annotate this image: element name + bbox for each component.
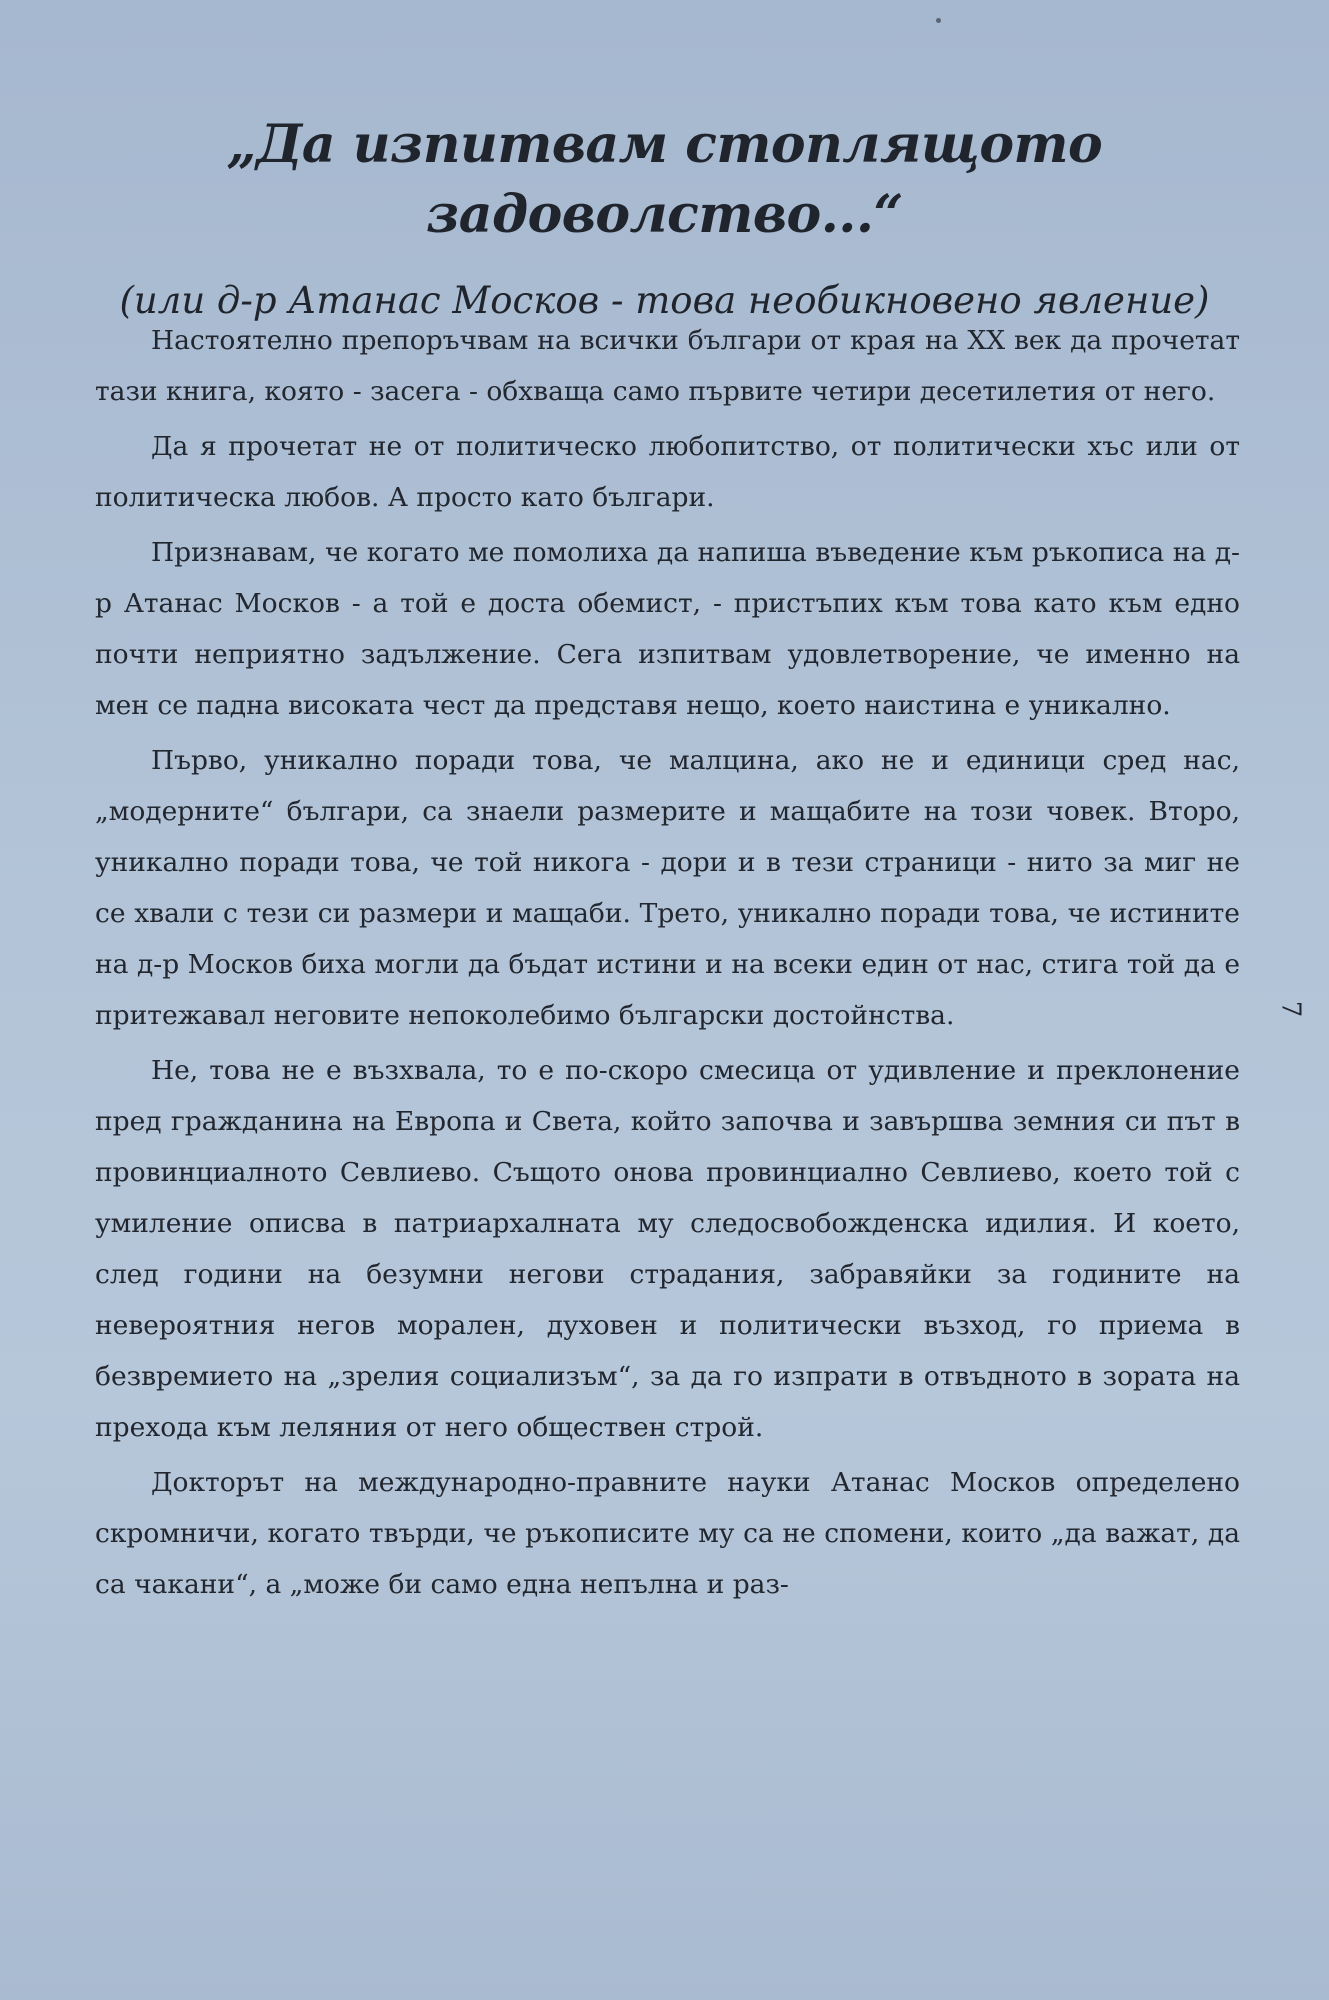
- chapter-heading: [0, 110, 1329, 326]
- paragraph: Настоятелно препоръчвам на всички българи от края на XX век да прочетат тази книга, която - засега - обхваща само първите четири десетилетия от него.: [95, 325, 1240, 407]
- chapter-subtitle: (или д-р Атанас Москов - това необикновено явление): [119, 279, 1210, 322]
- body-text: [95, 315, 1240, 1610]
- paragraph: Не, това не е възхвала, то е по-скоро смесица от удивление и преклонение пред гражданина на Европа и Света, който започва и завършва земния си път в провинциалното Севлиево. Същото онова провинциално Севлиево, което той с умиление описва в патриархалната му следосвобожденска идилия. И което, след години на безумни негови страдания, забравяйки за годините на невероятния негов морален, духовен и политически възход, го приема в безвремието на „зрелия социализъм“, за да го изпрати в отвъдното в зората на прехода към леляния от него обществен строй.: [95, 1055, 1240, 1443]
- paragraph: Първо, уникално поради това, че малцина, ако не и единици сред нас, „модерните“ българи, са знаели размерите и мащабите на този човек. Второ, уникално поради това, че той никога - дори и в тези страници - нито за миг не се хвали с тези си размери и мащаби. Трето, уникално поради това, че истините на д-р Москов биха могли да бъдат истини и на всеки един от нас, стига той да е притежавал неговите непоколебимо български достойнства.: [95, 745, 1240, 1031]
- paragraph: Признавам, че когато ме помолиха да напиша въведение към ръкописа на д-р Атанас Москов - а той е доста обемист, - пристъпих към това като към едно почти неприятно задължение. Сега изпитвам удовлетворение, че именно на мен се падна високата чест да представя нещо, което наистина е уникално.: [95, 537, 1240, 721]
- dust-speck: [936, 18, 941, 23]
- page-number: 7: [1275, 1000, 1306, 1018]
- chapter-title: „Да изпитвам стоплящото задоволство...“: [226, 114, 1103, 245]
- paragraph: Докторът на международно-правните науки Атанас Москов определено скромничи, когато твърди, че ръкописите му са не спомени, които „да важат, да са чакани“, а „може би само една непълна и раз-: [95, 1467, 1240, 1600]
- paragraph: Да я прочетат не от политическо любопитство, от политически хъс или от политическа любов. А просто като българи.: [95, 431, 1240, 513]
